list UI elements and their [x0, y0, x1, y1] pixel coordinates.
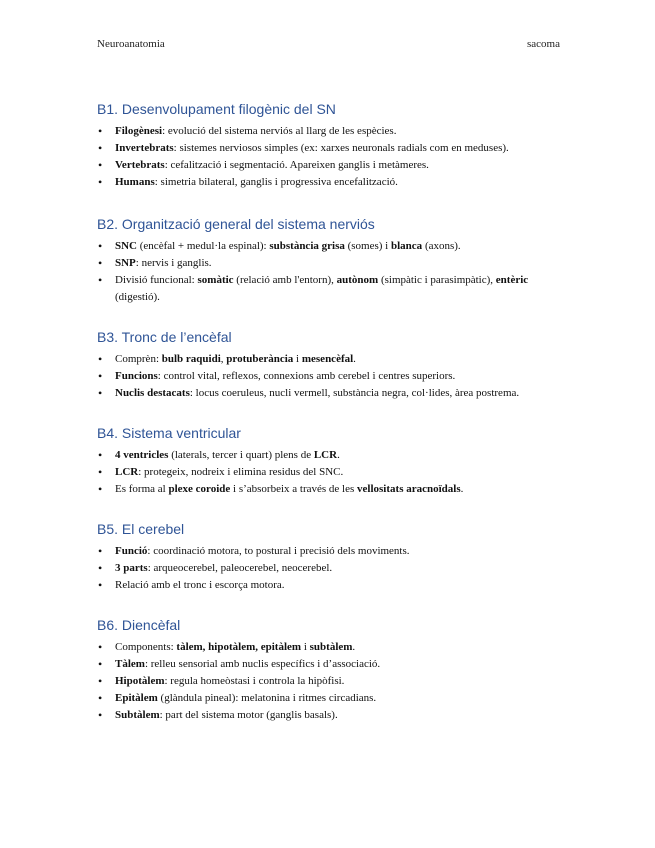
text-run: : coordinació motora, to postural i precisió dels moviments. — [147, 544, 410, 557]
text-run: . — [460, 482, 464, 495]
section-title: B3. Tronc de l’encèfal — [97, 328, 232, 345]
bullet-list — [97, 123, 567, 191]
bullet-list — [97, 447, 567, 498]
bold-term: Hipotàlem — [115, 674, 165, 687]
bold-term: blanca — [391, 240, 423, 252]
list-item — [97, 368, 567, 385]
page-header — [97, 38, 560, 50]
text-run: Comprèn: — [115, 352, 162, 365]
bold-term: vellositats aracnoïdals — [357, 482, 461, 495]
bold-term: 4 ventricles — [115, 448, 169, 461]
text-run: (encèfal + medul·la espinal): — [137, 240, 270, 252]
list-item — [97, 639, 567, 656]
bold-term: SNP — [115, 257, 136, 269]
bold-term: Funció — [115, 544, 148, 557]
bullet-list — [97, 639, 567, 724]
text-run: (glàndula pineal): melatonina i ritmes circadians. — [157, 691, 377, 704]
bold-term: LCR — [115, 465, 139, 478]
text-run: (digestió). — [115, 290, 160, 303]
list-item — [97, 140, 567, 157]
text-run: Es forma al — [115, 482, 169, 495]
section-title: B5. El cerebel — [97, 520, 185, 537]
text-run: i — [293, 352, 302, 365]
section-b3 — [97, 328, 567, 402]
text-run: . — [352, 640, 356, 653]
text-run: : protegeix, nodreix i elimina residus del SNC. — [138, 465, 344, 478]
bold-term: tàlem, hipotàlem, epitàlem — [176, 640, 302, 653]
list-item — [97, 255, 567, 272]
text-run: : control vital, reflexos, connexions amb cerebel i centres superiors. — [157, 369, 456, 382]
bold-term: entèric — [495, 274, 529, 286]
bold-term: Funcions — [115, 369, 158, 382]
text-run: . — [353, 352, 356, 365]
list-item — [97, 123, 567, 140]
bold-term: substància grisa — [269, 240, 345, 252]
text-run: : locus coeruleus, nucli vermell, substància negra, col·lides, àrea postrema. — [189, 386, 520, 399]
bold-term: Nuclis destacats — [115, 386, 190, 399]
text-run: : relleu sensorial amb nuclis específics i d’associació. — [144, 657, 381, 670]
section-title: B1. Desenvolupament filogènic del SN — [97, 101, 336, 117]
bold-term: plexe coroide — [168, 482, 231, 495]
list-item — [97, 577, 567, 594]
bullet-list — [97, 543, 567, 594]
section-b5 — [97, 520, 567, 594]
text-run: : simetria bilateral, ganglis i progressiva encefalització. — [154, 176, 398, 188]
list-item — [97, 560, 567, 577]
text-run: Divisió funcional: — [115, 274, 198, 286]
list-item — [97, 238, 567, 255]
list-item — [97, 707, 567, 724]
bold-term: Epitàlem — [115, 691, 158, 704]
section-b6 — [97, 616, 567, 724]
text-run: . — [337, 448, 340, 461]
list-item — [97, 272, 567, 305]
document-body — [97, 100, 567, 724]
section-title: B4. Sistema ventricular — [97, 424, 241, 441]
list-item — [97, 447, 567, 464]
list-item — [97, 157, 567, 174]
text-run: Relació amb el tronc i escorça motora. — [115, 578, 285, 591]
text-run: : nervis i ganglis. — [135, 257, 212, 269]
bullet-list — [97, 238, 567, 305]
list-item — [97, 656, 567, 673]
bold-term: somàtic — [197, 274, 234, 286]
bold-term: Subtàlem — [115, 708, 160, 721]
header-right: sacoma — [527, 38, 560, 50]
bold-term: SNC — [115, 240, 138, 252]
section-b2 — [97, 215, 567, 305]
bold-term: Tàlem — [115, 657, 145, 670]
section-b4 — [97, 424, 567, 498]
bold-term: Filogènesi — [115, 125, 163, 137]
text-run: (somes) i — [344, 240, 391, 252]
section-b1 — [97, 100, 567, 191]
text-run: , — [220, 352, 227, 365]
bold-term: LCR — [313, 448, 338, 461]
text-run: : sistemes nerviosos simples (ex: xarxes neuronals radials com en meduses). — [173, 142, 509, 154]
list-item — [97, 481, 567, 498]
text-run: (axons). — [422, 240, 461, 252]
section-title: B2. Organització general del sistema nerviós — [97, 216, 375, 232]
text-run: : part del sistema motor (ganglis basals). — [159, 708, 338, 721]
bold-term: 3 parts — [115, 561, 148, 574]
bold-term: bulb raquidi — [161, 352, 221, 365]
text-run: Components: — [115, 640, 177, 653]
text-run: : cefalització i segmentació. Apareixen ganglis i metàmeres. — [164, 159, 429, 171]
bold-term: Invertebrats — [115, 142, 174, 154]
text-run: i s’absorbeix a través de les — [230, 482, 358, 495]
text-run: i — [301, 640, 310, 653]
header-left: Neuroanatomia — [97, 38, 165, 50]
text-run: (relació amb l'entorn), — [233, 274, 337, 286]
text-run: : arqueocerebel, paleocerebel, neocerebel. — [147, 561, 333, 574]
list-item — [97, 351, 567, 368]
list-item — [97, 174, 567, 191]
bullet-list — [97, 351, 567, 402]
list-item — [97, 464, 567, 481]
list-item — [97, 673, 567, 690]
text-run: : regula homeòstasi i controla la hipòfisi. — [164, 674, 345, 687]
text-run: (laterals, tercer i quart) plens de — [168, 448, 314, 461]
section-title: B6. Diencèfal — [97, 616, 181, 633]
bold-term: subtàlem — [309, 640, 353, 653]
bold-term: protuberància — [226, 352, 294, 365]
text-run: : evolució del sistema nerviós al llarg de les espècies. — [162, 125, 397, 137]
bold-term: Humans — [115, 176, 155, 188]
list-item — [97, 690, 567, 707]
bold-term: mesencèfal — [301, 352, 354, 365]
list-item — [97, 385, 567, 402]
bold-term: Vertebrats — [115, 159, 165, 171]
text-run: (simpàtic i parasimpàtic), — [378, 274, 496, 286]
list-item — [97, 543, 567, 560]
bold-term: autònom — [336, 274, 379, 286]
